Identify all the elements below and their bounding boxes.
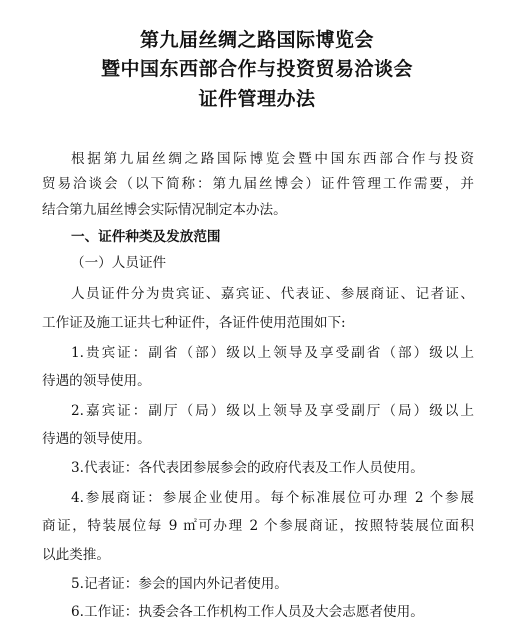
list-item: 商证，特装展位每 9 ㎡可办理 2 个参展商证，按照特装展位面积 [42, 518, 474, 534]
title-line-1: 第九届丝绸之路国际博览会 [139, 29, 374, 51]
list-item: 6.工作证：执委会各工作机构工作人员及大会志愿者使用。 [71, 604, 424, 620]
section-heading: 一、证件种类及发放范围 [71, 229, 221, 245]
list-item: 5.记者证：参会的国内外记者使用。 [71, 576, 288, 592]
subsection-heading: （一）人员证件 [71, 255, 167, 271]
list-item: 待遇的领导使用。 [42, 373, 151, 389]
paragraph-line: 人员证件分为贵宾证、嘉宾证、代表证、参展商证、记者证、 [71, 286, 474, 302]
intro-line-1: 根据第九届丝绸之路国际博览会暨中国东西部合作与投资 [71, 151, 474, 167]
list-item: 3.代表证：各代表团参展参会的政府代表及工作人员使用。 [71, 460, 424, 476]
intro-line-3: 结合第九届丝博会实际情况制定本办法。 [42, 202, 287, 218]
list-item: 4.参展商证：参展企业使用。每个标准展位可办理 2 个参展 [71, 490, 474, 506]
paragraph-line: 工作证及施工证共七种证件，各证件使用范围如下: [42, 315, 346, 331]
list-item: 以此类推。 [42, 547, 110, 563]
title-line-3: 证件管理办法 [198, 88, 316, 110]
list-item: 1.贵宾证：副省（部）级以上领导及享受副省（部）级以上 [71, 345, 474, 361]
title-line-2: 暨中国东西部合作与投资贸易洽谈会 [100, 58, 413, 80]
intro-line-2: 贸易洽谈会（以下简称：第九届丝博会）证件管理工作需要，并 [42, 176, 474, 192]
list-item: 2.嘉宾证：副厅（局）级以上领导及享受副厅（局）级以上 [71, 403, 474, 419]
list-item: 待遇的领导使用。 [42, 431, 151, 447]
